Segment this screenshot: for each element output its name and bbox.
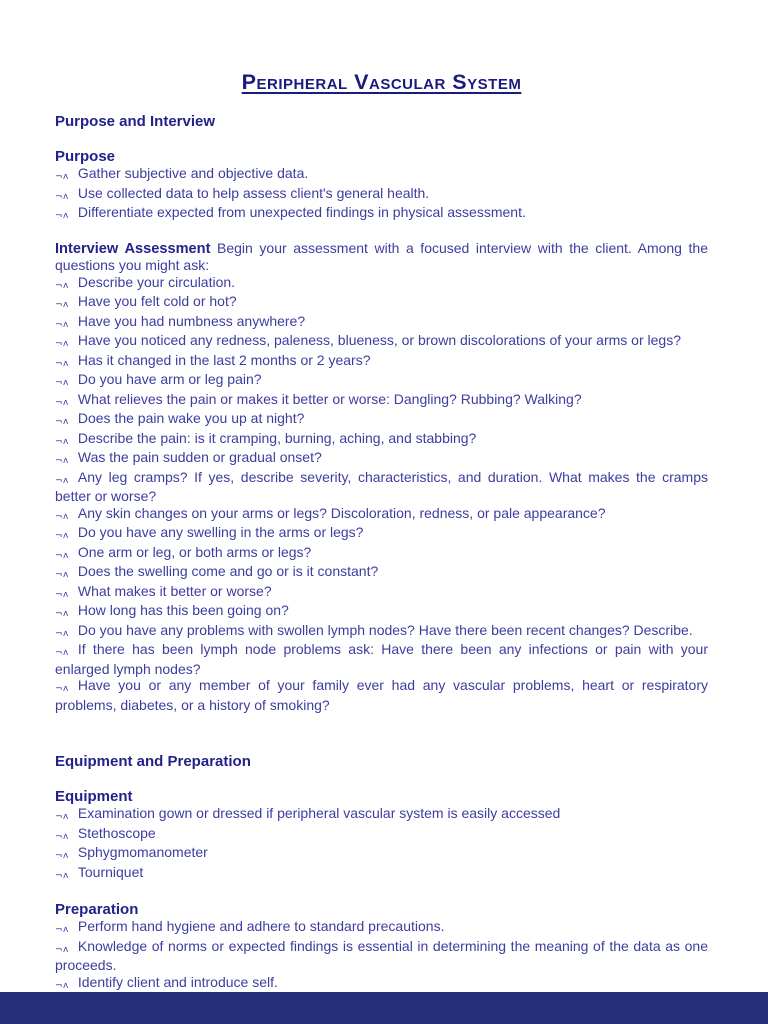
list-item — [55, 974, 708, 994]
bullet-icon: ¬ʌ — [55, 172, 69, 182]
interview-lead-bold: Interview Assessment — [55, 240, 211, 257]
list-item-text: Sphygmomanometer — [77, 844, 208, 860]
bullet-icon: ¬ʌ — [55, 831, 69, 842]
bullet-icon: ¬ʌ — [55, 944, 69, 955]
list-item — [55, 583, 708, 603]
bullet-icon: ¬ʌ — [55, 812, 69, 822]
list-item-text: If there has been lymph node problems ask: Have there been any infections or pain with your enlarged lymph nodes? — [55, 641, 708, 677]
list-item-text: Differentiate expected from unexpected findings in physical assessment. — [77, 204, 526, 220]
list-item-text: Stethoscope — [77, 824, 156, 841]
interview-lead-text: Begin your assessment with a focused interview with the client. Among the questions you might ask: — [55, 239, 708, 273]
bullet-icon: ¬ʌ — [55, 397, 69, 408]
list-item — [55, 524, 708, 544]
list-item — [55, 641, 708, 677]
list-item — [55, 622, 708, 642]
list-item — [55, 449, 708, 469]
list-item-text: How long has this been going on? — [77, 602, 289, 618]
list-item — [55, 410, 708, 430]
list-item — [55, 204, 708, 224]
list-item-text: Knowledge of norms or expected findings is essential in determining the meaning of the data as one proceeds. — [55, 937, 708, 973]
list-item-text: Have you or any member of your family ever had any vascular problems, heart or respiratory problems, diabetes, or a history of smoking? — [55, 677, 708, 713]
list-item-text: Examination gown or dressed if peripheral vascular system is easily accessed — [77, 805, 561, 821]
list-item — [55, 293, 708, 313]
bullet-icon: ¬ʌ — [55, 280, 69, 291]
subsection-heading-preparation: Preparation — [55, 901, 139, 918]
list-item — [55, 274, 708, 294]
footer-bar — [0, 992, 768, 1024]
section-heading-equipment-and-preparation: Equipment and Preparation — [55, 753, 251, 770]
interview-list — [55, 274, 708, 714]
list-item-text: Has it changed in the last 2 months or 2 years? — [77, 351, 371, 368]
list-item-text: What makes it better or worse? — [77, 582, 272, 599]
bullet-icon: ¬ʌ — [55, 436, 69, 447]
list-item — [55, 844, 708, 864]
bullet-icon: ¬ʌ — [55, 870, 69, 881]
subsection-heading-purpose: Purpose — [55, 148, 116, 165]
bullet-icon: ¬ʌ — [55, 550, 69, 561]
list-item-text: Have you felt cold or hot? — [77, 293, 237, 309]
purpose-list — [55, 165, 708, 224]
bullet-icon: ¬ʌ — [55, 456, 69, 466]
list-item-text: Tourniquet — [77, 863, 144, 880]
list-item-text: Do you have arm or leg pain? — [77, 371, 262, 387]
list-item — [55, 185, 708, 205]
list-item — [55, 469, 708, 505]
bullet-icon: ¬ʌ — [55, 684, 69, 694]
list-item-text: What relieves the pain or makes it better or worse: Dangling? Rubbing? Walking? — [77, 390, 582, 407]
list-item — [55, 505, 708, 525]
bullet-icon: ¬ʌ — [55, 648, 69, 658]
interview-lead — [55, 240, 708, 274]
list-item-text: Have you noticed any redness, paleness, blueness, or brown discolorations of your arms or legs? — [77, 332, 681, 348]
bullet-icon: ¬ʌ — [55, 851, 69, 861]
bullet-icon: ¬ʌ — [55, 531, 69, 541]
list-item-text: Any leg cramps? If yes, describe severity, characteristics, and duration. What makes the cramps better or worse? — [55, 468, 708, 504]
bullet-icon: ¬ʌ — [55, 609, 69, 619]
bullet-icon: ¬ʌ — [55, 211, 69, 221]
list-item — [55, 313, 708, 333]
list-item — [55, 332, 708, 352]
list-item — [55, 430, 708, 450]
list-item — [55, 371, 708, 391]
list-item — [55, 544, 708, 564]
list-item — [55, 805, 708, 825]
list-item-text: Does the pain wake you up at night? — [77, 410, 305, 426]
list-item-text: Perform hand hygiene and adhere to standard precautions. — [77, 918, 445, 934]
bullet-icon: ¬ʌ — [55, 628, 69, 639]
bullet-icon: ¬ʌ — [55, 589, 69, 600]
subsection-heading-equipment: Equipment — [55, 788, 133, 805]
list-item-text: Do you have any problems with swollen lymph nodes? Have there been recent changes? Describe. — [77, 621, 693, 638]
bullet-icon: ¬ʌ — [55, 980, 69, 991]
list-item — [55, 918, 708, 938]
list-item — [55, 864, 708, 884]
list-item — [55, 677, 708, 713]
bullet-icon: ¬ʌ — [55, 511, 69, 522]
bullet-icon: ¬ʌ — [55, 339, 69, 349]
list-item-text: Use collected data to help assess client's general health. — [77, 184, 430, 201]
section-heading-purpose-and-interview: Purpose and Interview — [55, 113, 216, 130]
list-item-text: Have you had numbness anywhere? — [77, 312, 306, 329]
bullet-icon: ¬ʌ — [55, 300, 69, 310]
list-item — [55, 165, 708, 185]
list-item-text: Gather subjective and objective data. — [77, 165, 309, 181]
list-item-text: Identify client and introduce self. — [77, 973, 278, 990]
list-item — [55, 602, 708, 622]
bullet-icon: ¬ʌ — [55, 475, 69, 486]
bullet-icon: ¬ʌ — [55, 417, 69, 427]
list-item-text: Does the swelling come and go or is it constant? — [77, 563, 379, 579]
bullet-icon: ¬ʌ — [55, 191, 69, 202]
list-item — [55, 391, 708, 411]
list-item-text: One arm or leg, or both arms or legs? — [77, 543, 312, 560]
bullet-icon: ¬ʌ — [55, 570, 69, 580]
bullet-icon: ¬ʌ — [55, 925, 69, 935]
list-item-text: Do you have any swelling in the arms or legs? — [77, 524, 364, 540]
list-item-text: Describe the pain: is it cramping, burning, aching, and stabbing? — [77, 429, 477, 446]
bullet-icon: ¬ʌ — [55, 358, 69, 369]
list-item-text: Was the pain sudden or gradual onset? — [77, 449, 322, 465]
list-item — [55, 938, 708, 974]
bullet-icon: ¬ʌ — [55, 378, 69, 388]
page-title: Peripheral Vascular System — [241, 70, 522, 94]
list-item — [55, 825, 708, 845]
list-item-text: Describe your circulation. — [77, 273, 236, 290]
list-item — [55, 352, 708, 372]
list-item-text: Any skin changes on your arms or legs? Discoloration, redness, or pale appearance? — [77, 504, 606, 521]
equipment-list — [55, 805, 708, 883]
list-item — [55, 563, 708, 583]
bullet-icon: ¬ʌ — [55, 319, 69, 330]
